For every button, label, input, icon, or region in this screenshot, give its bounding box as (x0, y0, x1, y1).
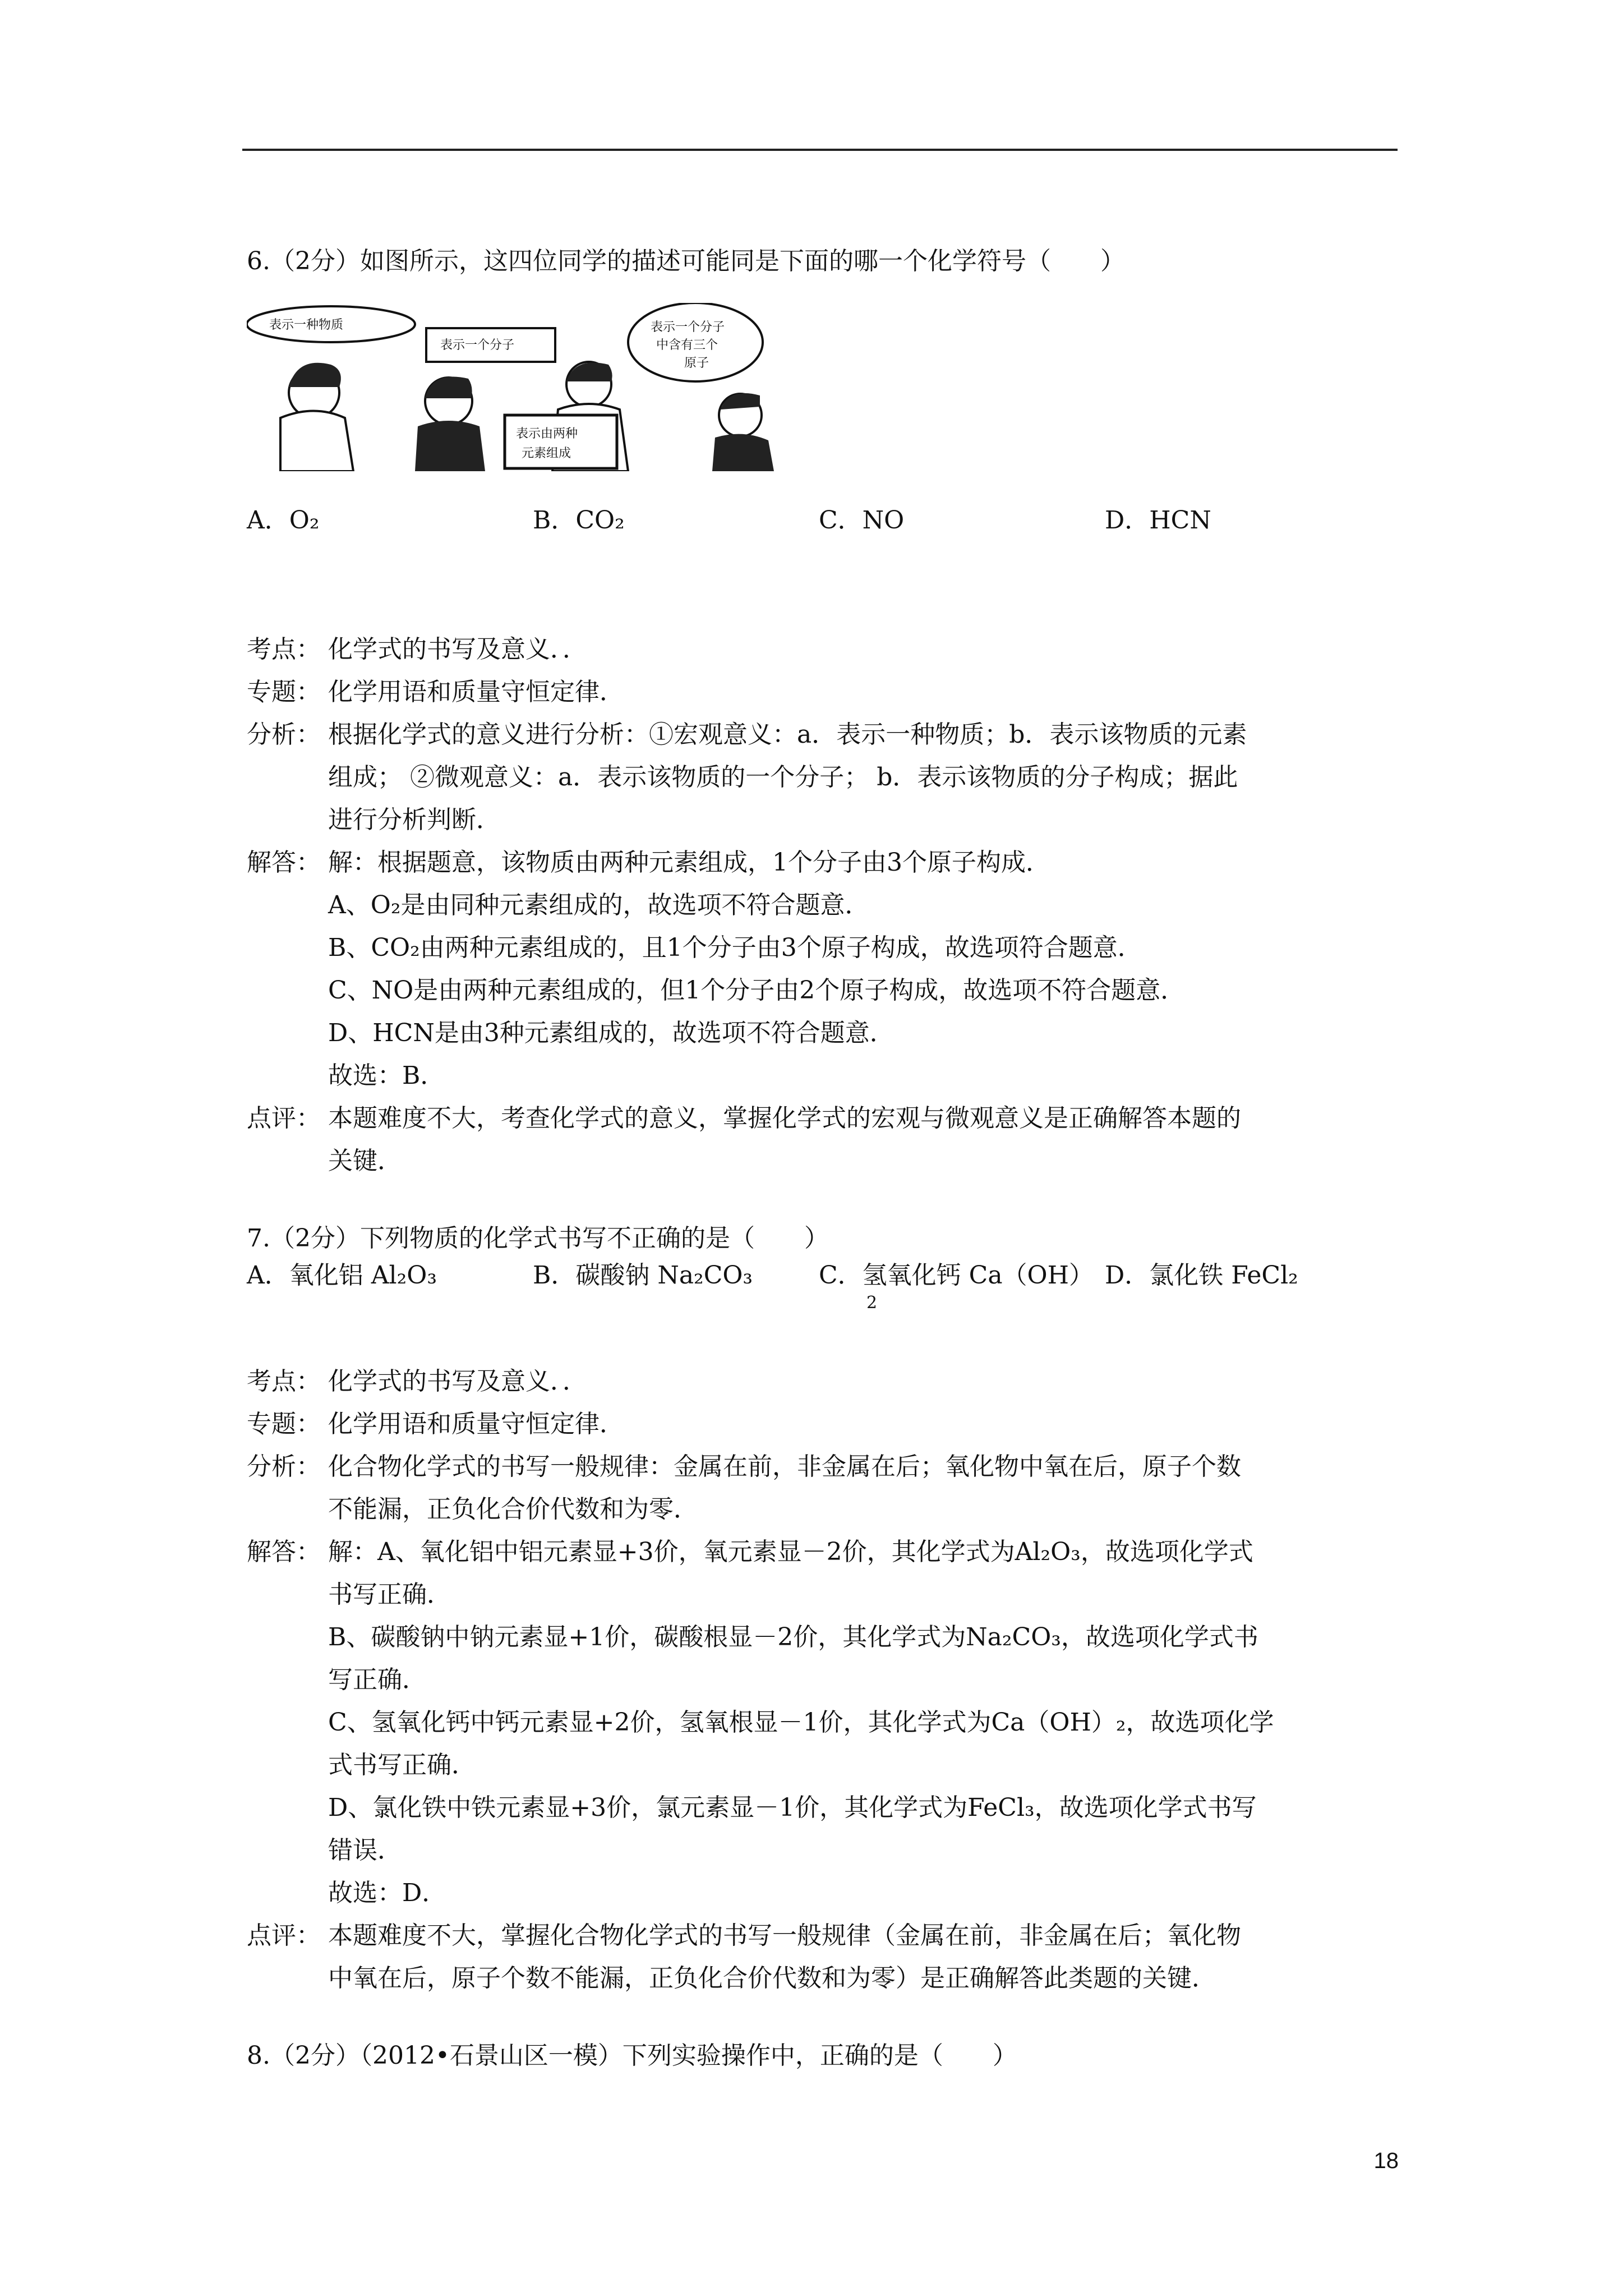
q7-dianping-line: 本题难度不大，掌握化合物化学式的书写一般规律（金属在前，非金属在后；氧化物 (328, 1921, 1241, 1950)
q7-option-d: D．氯化铁 FeCl₂ (1105, 1261, 1298, 1290)
q6-kaodian-label: 考点： (247, 635, 321, 664)
q6-stem: 6.（2分）如图所示，这四位同学的描述可能同是下面的哪一个化学符号（ ） (247, 247, 1125, 275)
q6-jieda-line: A、O₂是由同种元素组成的，故选项不符合题意． (328, 891, 870, 919)
q7-jieda-line: 故选：D． (328, 1879, 447, 1907)
q7-kaodian-label: 考点： (247, 1367, 321, 1396)
q7-dianping-line: 中氧在后，原子个数不能漏，正负化合价代数和为零）是正确解答此类题的关键． (328, 1964, 1216, 1993)
q6-jieda-line: B、CO₂由两种元素组成的，且1个分子由3个原子构成，故选项符合题意． (328, 933, 1142, 962)
q6-fenxi-line: 根据化学式的意义进行分析：①宏观意义：a．表示一种物质；b．表示该物质的元素 (328, 720, 1247, 749)
q6-option-b: B．CO₂ (533, 506, 625, 535)
man-figure (712, 393, 774, 471)
q7-jieda-line: D、氯化铁中铁元素显+3价，氯元素显－1价，其化学式为FeCl₃，故选项化学式书写 (328, 1793, 1257, 1822)
q7-kaodian: 化学式的书写及意义．． (328, 1367, 587, 1396)
q7-fenxi-label: 分析： (247, 1452, 321, 1481)
q6-fenxi-line: 进行分析判断． (328, 806, 501, 834)
q7-option-a: A．氧化铝 Al₂O₃ (247, 1261, 437, 1290)
q6-dianping-label: 点评： (247, 1104, 321, 1133)
q7-jieda-line: 解：A、氧化铝中铝元素显+3价，氧元素显－2价，其化学式为Al₂O₃，故选项化学式 (328, 1538, 1253, 1566)
boy-1-figure (415, 377, 485, 471)
q6-jieda-label: 解答： (247, 848, 321, 877)
q7-zhuanti-label: 专题： (247, 1410, 321, 1438)
q6-kaodian: 化学式的书写及意义．． (328, 635, 587, 664)
q7-stem: 7.（2分）下列物质的化学式书写不正确的是（ ） (247, 1224, 829, 1253)
page-number: 18 (1373, 2148, 1399, 2173)
q7-zhuanti: 化学用语和质量守恒定律． (328, 1410, 624, 1438)
q6-jieda-line: C、NO是由两种元素组成的，但1个分子由2个原子构成，故选项不符合题意． (328, 976, 1186, 1005)
q7-jieda-line: B、碳酸钠中钠元素显+1价，碳酸根显－2价，其化学式为Na₂CO₃，故选项化学式书 (328, 1623, 1258, 1651)
q6-zhuanti-label: 专题： (247, 678, 321, 706)
q6-dianping-line: 关键． (328, 1147, 402, 1175)
q7-option-c-subscript: 2 (866, 1293, 878, 1313)
q7-jieda-line: 写正确． (328, 1665, 427, 1694)
q6-option-c: C．NO (819, 506, 905, 535)
q7-fenxi-line: 化合物化学式的书写一般规律：金属在前，非金属在后；氧化物中氧在后，原子个数 (328, 1452, 1241, 1481)
q8-stem: 8.（2分）（2012•石景山区一模）下列实验操作中，正确的是（ ） (247, 2041, 1017, 2070)
header-rule (242, 149, 1398, 151)
q7-jieda-line: 错误． (328, 1836, 402, 1865)
board-text-1: 表示由两种 (516, 427, 578, 441)
bubble-1-text: 表示一种物质 (269, 318, 344, 332)
q7-fenxi-line: 不能漏，正负化合价代数和为零． (328, 1495, 698, 1524)
bubble-3-text-2: 中含有三个 (656, 338, 718, 352)
q7-jieda-line: C、氢氧化钙中钙元素显+2价，氢氧根显－1价，其化学式为Ca（OH）₂，故选项化学 (328, 1708, 1274, 1737)
board-text-2: 元素组成 (522, 447, 571, 461)
q7-jieda-line: 式书写正确． (328, 1751, 476, 1779)
q7-jieda-label: 解答： (247, 1538, 321, 1566)
q6-option-d: D．HCN (1105, 506, 1211, 535)
q6-fenxi-line: 组成； ②微观意义：a．表示该物质的一个分子； b．表示该物质的分子构成；据此 (328, 763, 1238, 792)
girl-figure (280, 363, 353, 471)
sign-1-text: 表示一个分子 (440, 338, 515, 352)
q7-option-b: B．碳酸钠 Na₂CO₃ (533, 1261, 753, 1290)
bubble-3-text-1: 表示一个分子 (651, 320, 725, 334)
q6-jieda-line: D、HCN是由3种元素组成的，故选项不符合题意． (328, 1019, 895, 1047)
q6-option-a: A．O₂ (247, 506, 320, 535)
q6-fenxi-label: 分析： (247, 720, 321, 749)
q6-jieda-line: 解：根据题意，该物质由两种元素组成，1个分子由3个原子构成． (328, 848, 1050, 877)
q6-zhuanti: 化学用语和质量守恒定律． (328, 678, 624, 706)
q6-jieda-line: 故选：B． (328, 1061, 445, 1090)
q6-cartoon-figure (247, 303, 791, 471)
q6-dianping-line: 本题难度不大，考查化学式的意义，掌握化学式的宏观与微观意义是正确解答本题的 (328, 1104, 1241, 1133)
q7-dianping-label: 点评： (247, 1921, 321, 1950)
q7-option-c: C．氢氧化钙 Ca（OH） (819, 1261, 1094, 1290)
q7-jieda-line: 书写正确． (328, 1580, 451, 1609)
bubble-3-text-3: 原子 (684, 356, 709, 370)
